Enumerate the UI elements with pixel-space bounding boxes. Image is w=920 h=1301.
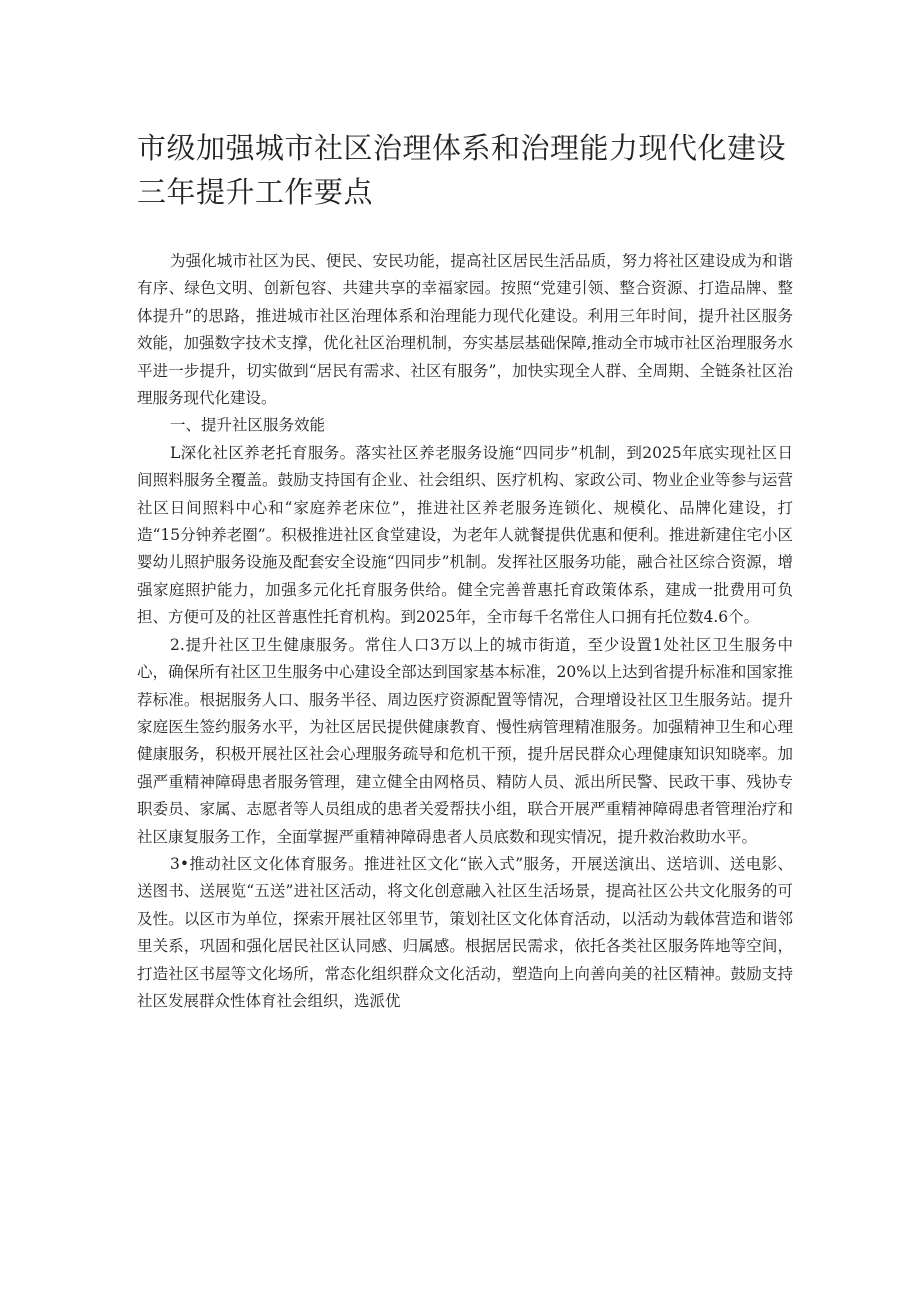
item-paragraph-1: L深化社区养老托育服务。落实社区养老服务设施“四同步”机制，到2025年底实现社区日间照料服务全覆盖。鼓励支持国有企业、社会组织、医疗机构、家政公司、物业企业等参与运营社区日间照料中心和“家庭养老床位”，推进社区养老服务连锁化、规模化、品牌化建设，打造“15分钟养老圈”。积极推进社区食堂建设，为老年人就餐提供优惠和便利。推进新建住宅小区婴幼儿照护服务设施及配套安全设施“四同步”机制。发挥社区服务功能，融合社区综合资源，增强家庭照护能力，加强多元化托育服务供给。健全完善普惠托育政策体系，建成一批费用可负担、方便可及的社区普惠性托育机构。到2025年，全市每千名常住人口拥有托位数4.6个。 — [137, 443, 793, 627]
item-paragraph-2: 2.提升社区卫生健康服务。常住人口3万以上的城市街道，至少设置1处社区卫生服务中心，确保所有社区卫生服务中心建设全部达到国家基本标准，20%以上达到省提升标准和国家推荐标准。根据服务人口、服务半径、周边医疗资源配置等情况，合理增设社区卫生服务站。提升家庭医生签约服务水平，为社区居民提供健康教育、慢性病管理精准服务。加强精神卫生和心理健康服务，积极开展社区社会心理服务疏导和危机干预，提升居民群众心理健康知识知晓率。加强严重精神障碍患者服务管理，建立健全由网格员、精防人员、派出所民警、民政干事、残协专职委员、家属、志愿者等人员组成的患者关爱帮扶小组，联合开展严重精神障碍患者管理治疗和社区康复服务工作，全面掌握严重精神障碍患者人员底数和现实情况，提升救治救助水平。 — [137, 635, 793, 846]
item-paragraph-3: 3•推动社区文化体育服务。推进社区文化“嵌入式”服务，开展送演出、送培训、送电影、送图书、送展览“五送”进社区活动，将文化创意融入社区生活场景，提高社区公共文化服务的可及性。以区市为单位，探索开展社区邻里节，策划社区文化体育活动，以活动为载体营造和谐邻里关系，巩固和强化居民社区认同感、归属感。根据居民需求，依托各类社区服务阵地等空间，打造社区书屋等文化场所，常态化组织群众文化活动，塑造向上向善向美的社区精神。鼓励支持社区发展群众性体育社会组织，选派优 — [137, 854, 793, 1010]
section-heading-1: 一、提升社区服务效能 — [170, 416, 326, 435]
intro-paragraph: 为强化城市社区为民、便民、安民功能，提高社区居民生活品质，努力将社区建设成为和谐有序、绿色文明、创新包容、共建共享的幸福家园。按照“党建引领、整合资源、打造品牌、整体提升”的思路，推进城市社区治理体系和治理能力现代化建设。利用三年时间，提升社区服务效能，加强数字技术支撑，优化社区治理机制，夯实基层基础保障,推动全市城市社区治理服务水平进一步提升，切实做到“居民有需求、社区有服务”，加快实现全人群、全周期、全链条社区治理服务现代化建设。 — [137, 252, 793, 408]
document-title: 市级加强城市社区治理体系和治理能力现代化建设三年提升工作要点 — [137, 131, 787, 209]
